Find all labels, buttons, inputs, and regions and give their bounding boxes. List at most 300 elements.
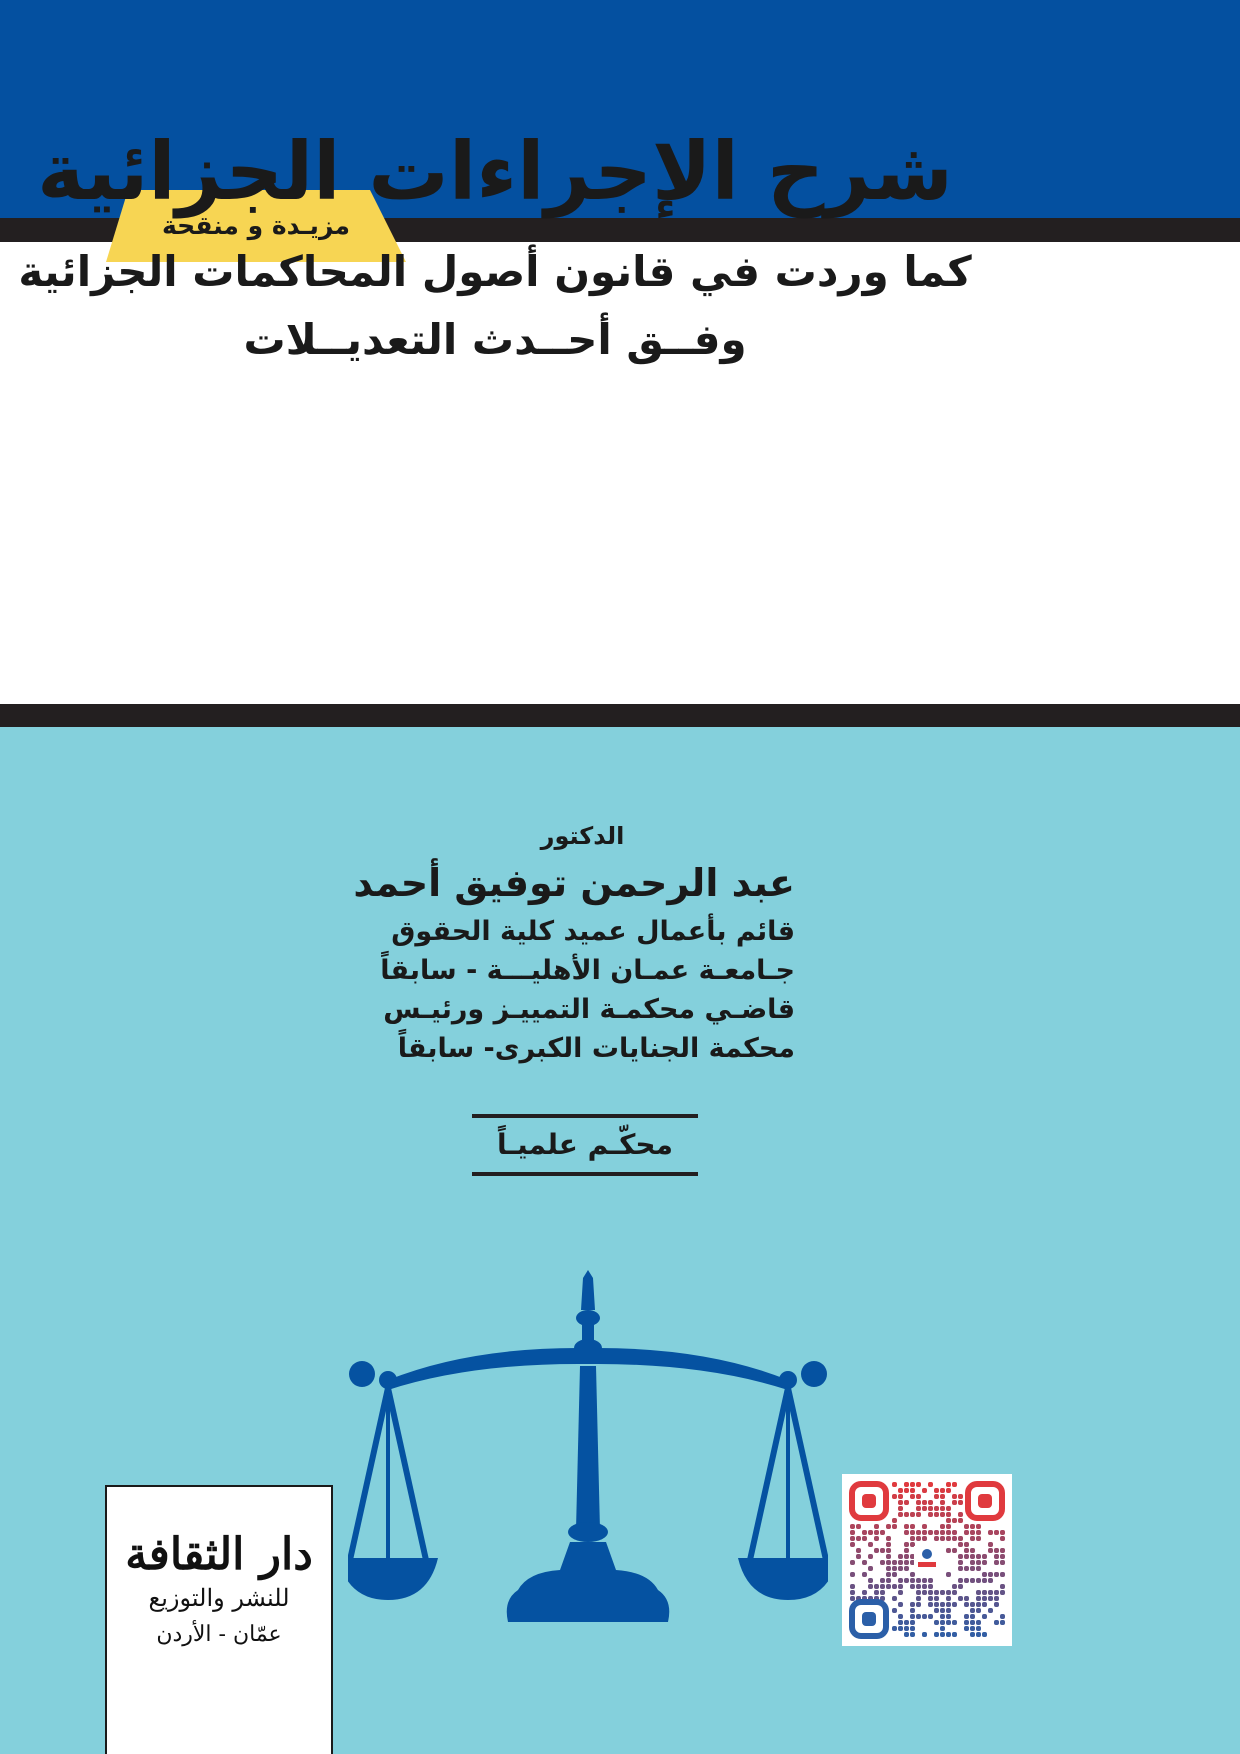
qr-module [898, 1614, 903, 1619]
qr-module [910, 1512, 915, 1517]
qr-module [994, 1590, 999, 1595]
qr-module [976, 1554, 981, 1559]
qr-module [976, 1596, 981, 1601]
qr-module [964, 1626, 969, 1631]
qr-module [988, 1572, 993, 1577]
qr-module [922, 1530, 927, 1535]
qr-module [940, 1614, 945, 1619]
qr-module [928, 1482, 933, 1487]
qr-module [952, 1632, 957, 1637]
qr-module [856, 1536, 861, 1541]
qr-module [898, 1494, 903, 1499]
qr-module [1000, 1530, 1005, 1535]
qr-module [940, 1590, 945, 1595]
qr-module [970, 1608, 975, 1613]
qr-module [982, 1572, 987, 1577]
qr-module [964, 1530, 969, 1535]
qr-module [922, 1506, 927, 1511]
author-block [300, 818, 795, 1068]
qr-module [958, 1542, 963, 1547]
qr-module [898, 1512, 903, 1517]
qr-module [934, 1602, 939, 1607]
qr-module [964, 1548, 969, 1553]
qr-module [910, 1572, 915, 1577]
qr-module [970, 1578, 975, 1583]
qr-module [952, 1518, 957, 1523]
qr-module [856, 1548, 861, 1553]
qr-module [898, 1590, 903, 1595]
qr-module [898, 1488, 903, 1493]
qr-module [904, 1512, 909, 1517]
qr-module [988, 1548, 993, 1553]
qr-module [892, 1560, 897, 1565]
qr-module [964, 1620, 969, 1625]
qr-module [982, 1578, 987, 1583]
author-position-4: محكمة الجنايات الكبرى- سابقاً [397, 1033, 795, 1064]
qr-module [964, 1596, 969, 1601]
qr-module [958, 1596, 963, 1601]
qr-module [958, 1566, 963, 1571]
qr-module [982, 1554, 987, 1559]
qr-module [928, 1506, 933, 1511]
qr-module [850, 1542, 855, 1547]
middle-black-bar [0, 704, 1240, 728]
qr-finder-bottom-left [852, 1602, 886, 1636]
qr-module [892, 1518, 897, 1523]
qr-module [940, 1536, 945, 1541]
qr-module [970, 1566, 975, 1571]
qr-module [982, 1614, 987, 1619]
qr-module [922, 1584, 927, 1589]
qr-module [952, 1530, 957, 1535]
qr-module [922, 1500, 927, 1505]
qr-module [892, 1596, 897, 1601]
qr-module [904, 1488, 909, 1493]
qr-module [850, 1560, 855, 1565]
publisher-subtitle: للنشر والتوزيع [148, 1584, 290, 1612]
qr-module [892, 1584, 897, 1589]
qr-module [952, 1602, 957, 1607]
qr-module [910, 1482, 915, 1487]
qr-module [964, 1566, 969, 1571]
qr-module [988, 1530, 993, 1535]
qr-module [916, 1500, 921, 1505]
qr-module [1000, 1572, 1005, 1577]
qr-module [946, 1512, 951, 1517]
qr-module [946, 1506, 951, 1511]
publisher-city: عمّان - الأردن [156, 1622, 282, 1647]
qr-module [940, 1494, 945, 1499]
qr-module [910, 1584, 915, 1589]
scale-of-justice-icon [348, 1270, 828, 1650]
qr-module [898, 1500, 903, 1505]
qr-module [886, 1542, 891, 1547]
qr-module [904, 1560, 909, 1565]
qr-module [868, 1554, 873, 1559]
qr-module [928, 1602, 933, 1607]
qr-module [916, 1578, 921, 1583]
qr-module [958, 1560, 963, 1565]
qr-module [982, 1632, 987, 1637]
qr-module [874, 1548, 879, 1553]
qr-module [904, 1578, 909, 1583]
qr-module [976, 1524, 981, 1529]
qr-module [880, 1560, 885, 1565]
qr-module [940, 1488, 945, 1493]
qr-module [922, 1632, 927, 1637]
qr-module [976, 1530, 981, 1535]
qr-module [994, 1572, 999, 1577]
publisher-logo [105, 1485, 333, 1754]
qr-module [976, 1626, 981, 1631]
qr-module [940, 1524, 945, 1529]
qr-module [910, 1626, 915, 1631]
subtitle-line-2: وفــق أحــدث التعديــلات [243, 315, 747, 364]
qr-module [904, 1542, 909, 1547]
qr-module [970, 1524, 975, 1529]
qr-module [874, 1590, 879, 1595]
qr-module [892, 1524, 897, 1529]
qr-module [970, 1620, 975, 1625]
qr-module [910, 1632, 915, 1637]
qr-module [898, 1584, 903, 1589]
qr-module [934, 1506, 939, 1511]
qr-module [958, 1512, 963, 1517]
author-position-2: جـامعـة عمـان الأهليـــة - سابقاً [380, 955, 795, 986]
qr-module [1000, 1548, 1005, 1553]
qr-module [976, 1602, 981, 1607]
qr-module [874, 1530, 879, 1535]
author-position-1: قائم بأعمال عميد كلية الحقوق [391, 916, 795, 947]
qr-module [940, 1608, 945, 1613]
qr-module [910, 1488, 915, 1493]
qr-module [946, 1614, 951, 1619]
qr-module [964, 1614, 969, 1619]
qr-module [904, 1554, 909, 1559]
qr-module [994, 1596, 999, 1601]
qr-module [970, 1560, 975, 1565]
qr-module [850, 1590, 855, 1595]
qr-module [946, 1596, 951, 1601]
qr-module [958, 1518, 963, 1523]
qr-module [976, 1608, 981, 1613]
qr-module [904, 1632, 909, 1637]
qr-module [910, 1602, 915, 1607]
qr-module [892, 1572, 897, 1577]
qr-module [940, 1530, 945, 1535]
qr-module [946, 1608, 951, 1613]
book-subtitle [0, 238, 1240, 374]
qr-module [916, 1602, 921, 1607]
qr-module [886, 1548, 891, 1553]
qr-module [916, 1596, 921, 1601]
qr-module [922, 1524, 927, 1529]
qr-module [958, 1536, 963, 1541]
qr-module [868, 1530, 873, 1535]
qr-module [934, 1620, 939, 1625]
qr-module [856, 1554, 861, 1559]
qr-module [916, 1536, 921, 1541]
qr-module [1000, 1614, 1005, 1619]
qr-module [898, 1578, 903, 1583]
qr-center-logo [914, 1546, 940, 1572]
qr-module [904, 1626, 909, 1631]
author-title-label: الدكتور [540, 822, 625, 850]
qr-module [898, 1620, 903, 1625]
qr-module [994, 1554, 999, 1559]
qr-module [886, 1554, 891, 1559]
qr-module [946, 1590, 951, 1595]
qr-module [934, 1608, 939, 1613]
qr-module [970, 1536, 975, 1541]
qr-module [874, 1584, 879, 1589]
qr-module [874, 1536, 879, 1541]
qr-module [856, 1524, 861, 1529]
qr-module [940, 1506, 945, 1511]
qr-module [922, 1488, 927, 1493]
qr-module [946, 1482, 951, 1487]
qr-module [886, 1578, 891, 1583]
qr-module [952, 1584, 957, 1589]
qr-finder-top-right [968, 1484, 1002, 1518]
qr-module [922, 1536, 927, 1541]
qr-module [904, 1620, 909, 1625]
qr-module [868, 1542, 873, 1547]
qr-module [922, 1590, 927, 1595]
qr-module [934, 1530, 939, 1535]
qr-module [904, 1524, 909, 1529]
qr-module [976, 1560, 981, 1565]
qr-module [862, 1590, 867, 1595]
qr-module [886, 1524, 891, 1529]
qr-module [892, 1566, 897, 1571]
qr-module [910, 1620, 915, 1625]
qr-module [886, 1536, 891, 1541]
qr-module [850, 1536, 855, 1541]
qr-module [886, 1560, 891, 1565]
qr-module [934, 1590, 939, 1595]
qr-module [886, 1584, 891, 1589]
qr-module [940, 1512, 945, 1517]
qr-module [934, 1488, 939, 1493]
qr-module [862, 1530, 867, 1535]
publisher-name: دار الثقافة [125, 1529, 313, 1580]
qr-module [958, 1500, 963, 1505]
qr-module [970, 1626, 975, 1631]
qr-module [988, 1590, 993, 1595]
qr-module [940, 1620, 945, 1625]
qr-module [982, 1590, 987, 1595]
qr-module [946, 1620, 951, 1625]
qr-module [928, 1500, 933, 1505]
qr-module [976, 1632, 981, 1637]
qr-module [916, 1614, 921, 1619]
qr-module [982, 1596, 987, 1601]
qr-module [988, 1542, 993, 1547]
qr-module [970, 1554, 975, 1559]
qr-module [946, 1530, 951, 1535]
author-position-3: قاضـي محكمـة التمييـز ورئيـس [383, 994, 795, 1025]
qr-module [1000, 1590, 1005, 1595]
qr-module [928, 1590, 933, 1595]
qr-module [976, 1590, 981, 1595]
qr-module [982, 1602, 987, 1607]
qr-module [982, 1560, 987, 1565]
qr-module [940, 1500, 945, 1505]
qr-module [868, 1578, 873, 1583]
qr-module [910, 1524, 915, 1529]
qr-module [970, 1614, 975, 1619]
qr-module [934, 1632, 939, 1637]
qr-module [940, 1626, 945, 1631]
qr-module [904, 1482, 909, 1487]
qr-module [964, 1524, 969, 1529]
qr-module [922, 1578, 927, 1583]
qr-module [850, 1596, 855, 1601]
qr-module [916, 1530, 921, 1535]
qr-module [898, 1554, 903, 1559]
qr-module [934, 1494, 939, 1499]
qr-module [934, 1536, 939, 1541]
qr-module [904, 1548, 909, 1553]
qr-module [916, 1506, 921, 1511]
qr-module [880, 1590, 885, 1595]
qr-module [934, 1512, 939, 1517]
qr-module [958, 1578, 963, 1583]
qr-module [994, 1530, 999, 1535]
book-title: شرح الإجراءات الجزائية [37, 125, 953, 218]
qr-module [994, 1548, 999, 1553]
qr-module [1000, 1584, 1005, 1589]
qr-module [892, 1608, 897, 1613]
qr-module [874, 1524, 879, 1529]
qr-module [862, 1560, 867, 1565]
qr-module [868, 1584, 873, 1589]
qr-module [904, 1566, 909, 1571]
qr-module [910, 1578, 915, 1583]
qr-module [946, 1602, 951, 1607]
qr-module [958, 1584, 963, 1589]
qr-module [952, 1500, 957, 1505]
qr-module [868, 1566, 873, 1571]
qr-module [964, 1578, 969, 1583]
qr-module [976, 1578, 981, 1583]
qr-module [928, 1512, 933, 1517]
qr-module [928, 1530, 933, 1535]
qr-module [952, 1620, 957, 1625]
qr-module [952, 1482, 957, 1487]
qr-module [880, 1584, 885, 1589]
qr-module [922, 1614, 927, 1619]
qr-module [1000, 1554, 1005, 1559]
qr-module [952, 1590, 957, 1595]
qr-module [976, 1566, 981, 1571]
qr-module [928, 1584, 933, 1589]
qr-module [976, 1620, 981, 1625]
qr-module [964, 1602, 969, 1607]
qr-module [988, 1608, 993, 1613]
qr-module [946, 1572, 951, 1577]
qr-module [946, 1536, 951, 1541]
qr-module [928, 1578, 933, 1583]
qr-module [970, 1548, 975, 1553]
qr-module [1000, 1560, 1005, 1565]
qr-module [970, 1530, 975, 1535]
qr-module [970, 1632, 975, 1637]
subtitle-line-1: كما وردت في قانون أصول المحاكمات الجزائية [18, 247, 972, 296]
qr-module [898, 1602, 903, 1607]
qr-module [952, 1536, 957, 1541]
qr-module [916, 1590, 921, 1595]
qr-module [1000, 1620, 1005, 1625]
qr-module [880, 1578, 885, 1583]
qr-module [892, 1482, 897, 1487]
qr-module [994, 1602, 999, 1607]
qr-module [946, 1524, 951, 1529]
qr-module [898, 1566, 903, 1571]
qr-module [928, 1614, 933, 1619]
qr-finder-top-left [852, 1484, 886, 1518]
qr-module [952, 1494, 957, 1499]
qr-module [964, 1542, 969, 1547]
qr-module [898, 1626, 903, 1631]
qr-module [898, 1560, 903, 1565]
qr-module [880, 1530, 885, 1535]
qr-module [892, 1494, 897, 1499]
qr-module [988, 1578, 993, 1583]
qr-module [886, 1566, 891, 1571]
edition-badge-label: مزيـدة و منقحة [162, 211, 350, 240]
qr-module [850, 1524, 855, 1529]
qr-module [946, 1518, 951, 1523]
qr-module [940, 1602, 945, 1607]
qr-module [910, 1608, 915, 1613]
qr-module [880, 1548, 885, 1553]
qr-module [916, 1494, 921, 1499]
qr-module [850, 1530, 855, 1535]
qr-module [916, 1482, 921, 1487]
qr-module [892, 1626, 897, 1631]
qr-module [994, 1620, 999, 1625]
qr-module [988, 1596, 993, 1601]
qr-module [958, 1494, 963, 1499]
qr-module [946, 1488, 951, 1493]
qr-module [946, 1632, 951, 1637]
peer-review-label: محكّـم علميـاً [472, 1114, 698, 1176]
qr-module [994, 1560, 999, 1565]
qr-module [952, 1548, 957, 1553]
qr-module [910, 1494, 915, 1499]
qr-module [1000, 1536, 1005, 1541]
qr-module [910, 1614, 915, 1619]
qr-module [910, 1536, 915, 1541]
qr-module [910, 1530, 915, 1535]
qr-module [970, 1602, 975, 1607]
qr-module [976, 1536, 981, 1541]
qr-module [964, 1554, 969, 1559]
qr-module [850, 1584, 855, 1589]
author-name: عبد الرحمن توفيق أحمد [353, 861, 795, 905]
qr-module [916, 1512, 921, 1517]
qr-module [904, 1500, 909, 1505]
qr-module [928, 1596, 933, 1601]
qr-module [958, 1554, 963, 1559]
qr-module [850, 1572, 855, 1577]
qr-module [862, 1572, 867, 1577]
qr-module [904, 1530, 909, 1535]
qr-module [862, 1536, 867, 1541]
qr-code-icon [842, 1474, 1012, 1646]
